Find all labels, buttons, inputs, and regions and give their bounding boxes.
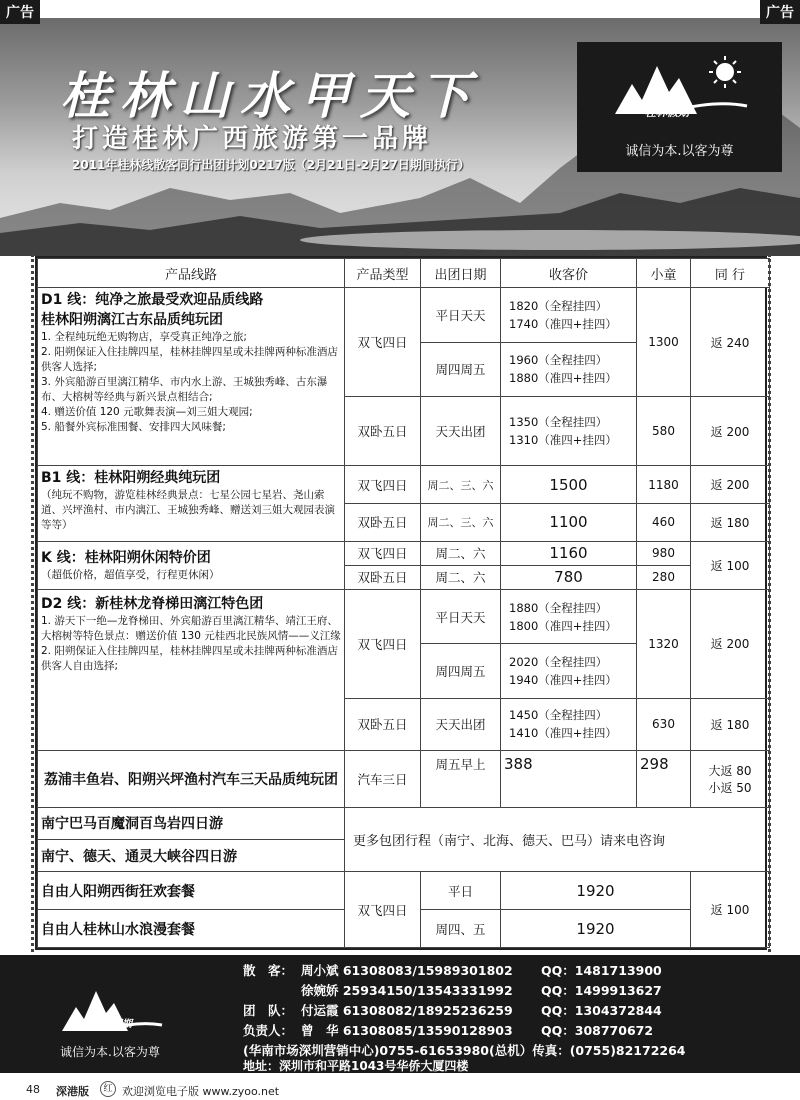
d1-title: D1 线：纯净之旅最受欢迎品质线路 bbox=[41, 292, 264, 309]
contact-row bbox=[243, 1021, 653, 1041]
d2-child-fly: 1320 bbox=[637, 589, 691, 698]
free2-price: 1920 bbox=[501, 910, 691, 948]
d1-type-sleeper: 双卧五日 bbox=[345, 397, 421, 466]
d1-peer-sleeper: 返 200 bbox=[691, 397, 770, 466]
contact-phone[interactable]: 付运霞 61308082/18925236259 bbox=[301, 1003, 513, 1018]
price-line: 1820（全程挂四） bbox=[509, 299, 608, 314]
contact-phone[interactable]: 曾 华 61308085/13590128903 bbox=[301, 1023, 513, 1038]
header-child: 小童 bbox=[637, 259, 691, 288]
contact-row bbox=[243, 1001, 662, 1021]
bus-child: 298 bbox=[637, 751, 691, 808]
d1-child-sleeper: 580 bbox=[637, 397, 691, 466]
header-departure: 出团日期 bbox=[421, 259, 501, 288]
footer-contact-panel bbox=[0, 955, 800, 1073]
d2-price-daily bbox=[501, 589, 637, 643]
contact-qq[interactable]: QQ：1304372844 bbox=[541, 1003, 662, 1018]
header-route: 产品线路 bbox=[38, 259, 345, 288]
price-line: 1940（准四+挂四） bbox=[509, 672, 617, 687]
free1-price: 1920 bbox=[501, 872, 691, 910]
header-type: 产品类型 bbox=[345, 259, 421, 288]
d2-title: D2 线：新桂林龙脊梯田漓江特色团 bbox=[41, 595, 264, 612]
d1-route-cell bbox=[38, 288, 345, 466]
header-price: 收客价 bbox=[501, 259, 637, 288]
b1-dept-sleeper: 周二、三、六 bbox=[421, 503, 501, 541]
logo-brand-name: 桂林假期 bbox=[645, 106, 689, 119]
contact-role: 团 队： bbox=[243, 1003, 294, 1018]
d2-type-sleeper: 双卧五日 bbox=[345, 698, 421, 750]
d1-price-daily bbox=[501, 288, 637, 342]
contact-role: 散 客： bbox=[243, 963, 294, 978]
ebook-link[interactable]: 欢迎浏览电子版 www.zyoo.net bbox=[122, 1085, 280, 1098]
k-route-cell bbox=[38, 541, 345, 589]
d2-price-sleeper bbox=[501, 698, 637, 750]
bus-route-title: 荔浦丰鱼岩、阳朔兴坪渔村汽车三天品质纯玩团 bbox=[38, 751, 345, 808]
table-row bbox=[38, 751, 770, 808]
table-row bbox=[38, 288, 770, 342]
table-header-row bbox=[38, 259, 770, 288]
address-line: 地址：深圳市和平路1043号华侨大厦四楼 bbox=[243, 1059, 469, 1073]
k-child-sleeper: 280 bbox=[637, 565, 691, 589]
k-type-fly: 双飞四日 bbox=[345, 541, 421, 565]
price-line: 1880（全程挂四） bbox=[509, 600, 608, 615]
ad-label-left: 广告 bbox=[0, 0, 40, 24]
price-table bbox=[37, 258, 770, 948]
d1-dept-sleeper: 天天出团 bbox=[421, 397, 501, 466]
price-line: 1960（全程挂四） bbox=[509, 353, 608, 368]
b1-title: B1 线：桂林阳朔经典纯玩团 bbox=[41, 470, 221, 487]
contact-qq[interactable]: QQ：1499913627 bbox=[541, 983, 662, 998]
b1-child-fly: 1180 bbox=[637, 466, 691, 504]
d1-child-fly: 1300 bbox=[637, 288, 691, 397]
price-line: 2020（全程挂四） bbox=[509, 654, 608, 669]
banner bbox=[0, 18, 800, 256]
price-line: 1800（准四+挂四） bbox=[509, 618, 617, 633]
k-dept-sleeper: 周二、六 bbox=[421, 565, 501, 589]
d2-desc-2: 2. 阳朔保证入住挂牌四星，桂林挂牌四星或未挂牌两种标准酒店供客人自由选择; bbox=[41, 644, 338, 672]
b1-price-sleeper: 1100 bbox=[501, 503, 637, 541]
footer-logo-name: 桂林假期 bbox=[92, 1019, 132, 1030]
b1-desc: （纯玩不购物，游览桂林经典景点：七星公园七星岩、尧山索道、兴坪渔村、市内漓江、王城独秀峰、赠送刘三姐大观园表演等等） bbox=[41, 489, 335, 532]
bus-peer bbox=[691, 751, 770, 808]
b1-peer-fly: 返 200 bbox=[691, 466, 770, 504]
peer-line: 大返 80 bbox=[708, 763, 752, 778]
b1-peer-sleeper: 返 180 bbox=[691, 503, 770, 541]
calligraphy-title: 桂林山水甲天下 bbox=[60, 66, 480, 125]
d2-desc-1: 1. 游天下一绝—龙脊梯田、外宾船游百里漓江精华、靖江王府、大榕树等特色景点：赠送价值 130 元桂西北民族风情——义江缘 bbox=[41, 614, 341, 642]
bus-dept: 周五早上 bbox=[421, 751, 501, 808]
contact-qq[interactable]: QQ：308770672 bbox=[541, 1023, 654, 1038]
d2-dept-thufri: 周四周五 bbox=[421, 644, 501, 698]
d2-child-sleeper: 630 bbox=[637, 698, 691, 750]
k-price-fly: 1160 bbox=[501, 541, 637, 565]
k-type-sleeper: 双卧五日 bbox=[345, 565, 421, 589]
banner-subtitle: 打造桂林广西旅游第一品牌 bbox=[72, 124, 433, 154]
d1-peer-fly: 返 240 bbox=[691, 288, 770, 397]
contact-role: 负责人： bbox=[243, 1023, 294, 1038]
price-line: 1740（准四+挂四） bbox=[509, 317, 617, 332]
more-inquiry-note: 更多包团行程（南宁、北海、德天、巴马）请来电咨询 bbox=[345, 807, 770, 872]
contact-phone[interactable]: 徐婉娇 25934150/13543331992 bbox=[301, 983, 513, 998]
free1-title: 自由人阳朔西街狂欢套餐 bbox=[38, 872, 345, 910]
d1-desc-1: 1. 全程纯玩绝无购物店，享受真正纯净之旅; bbox=[41, 331, 247, 344]
bus-price: 388 bbox=[501, 751, 637, 808]
d2-peer-fly: 返 200 bbox=[691, 589, 770, 698]
contact-phone[interactable]: 周小斌 61308083/15989301802 bbox=[301, 963, 513, 978]
free-type: 双飞四日 bbox=[345, 872, 421, 948]
table-row bbox=[38, 872, 770, 910]
header-peer: 同 行 bbox=[691, 259, 770, 288]
edition-label: 深港版 bbox=[56, 1085, 89, 1098]
d2-route-cell bbox=[38, 589, 345, 750]
bus-type: 汽车三日 bbox=[345, 751, 421, 808]
d2-peer-sleeper: 返 180 bbox=[691, 698, 770, 750]
b1-child-sleeper: 460 bbox=[637, 503, 691, 541]
price-line: 1410（准四+挂四） bbox=[509, 726, 617, 741]
k-desc: （超低价格，超值享受，行程更休闲） bbox=[41, 568, 220, 581]
free2-title: 自由人桂林山水浪漫套餐 bbox=[38, 910, 345, 948]
k-price-sleeper: 780 bbox=[501, 565, 637, 589]
d1-price-sleeper bbox=[501, 397, 637, 466]
table-row bbox=[38, 466, 770, 504]
footer-slogan: 诚信为本.以客为尊 bbox=[60, 1045, 160, 1059]
peer-line: 小返 50 bbox=[708, 780, 752, 795]
d1-desc-2: 2. 阳朔保证入住挂牌四星，桂林挂牌四星或未挂牌两种标准酒店供客人选择; bbox=[41, 346, 338, 374]
contact-qq[interactable]: QQ：1481713900 bbox=[541, 963, 662, 978]
b1-type-fly: 双飞四日 bbox=[345, 466, 421, 504]
page-footer bbox=[0, 1078, 800, 1100]
price-line: 1880（准四+挂四） bbox=[509, 371, 617, 386]
price-line: 1310（准四+挂四） bbox=[509, 433, 617, 448]
d2-dept-daily: 平日天天 bbox=[421, 589, 501, 643]
nanning-route-2: 南宁、德天、通灵大峡谷四日游 bbox=[38, 840, 345, 872]
b1-type-sleeper: 双卧五日 bbox=[345, 503, 421, 541]
k-dept-fly: 周二、六 bbox=[421, 541, 501, 565]
d1-price-thufri bbox=[501, 342, 637, 396]
d1-desc-4: 4. 赠送价值 120 元歌舞表演—刘三姐大观园; bbox=[41, 406, 253, 419]
price-table-container bbox=[35, 256, 767, 950]
d1-desc-3: 3. 外宾船游百里漓江精华、市内水上游、王城独秀峰、古东瀑布、大榕树等经典与新兴景点相结合; bbox=[41, 376, 328, 404]
b1-dept-fly: 周二、三、六 bbox=[421, 466, 501, 504]
k-child-fly: 980 bbox=[637, 541, 691, 565]
d1-type-fly: 双飞四日 bbox=[345, 288, 421, 397]
free-peer: 返 100 bbox=[691, 872, 770, 948]
free1-dept: 平日 bbox=[421, 872, 501, 910]
plan-version-line: 2011年桂林线散客同行出团计划0217版（2月21日-2月27日期间执行） bbox=[72, 158, 470, 172]
d1-dept-daily: 平日天天 bbox=[421, 288, 501, 342]
k-peer: 返 100 bbox=[691, 541, 770, 589]
table-row bbox=[38, 807, 770, 839]
d2-type-fly: 双飞四日 bbox=[345, 589, 421, 698]
d2-dept-sleeper: 天天出团 bbox=[421, 698, 501, 750]
edition-badge-icon: 红 bbox=[100, 1081, 116, 1097]
price-line: 1450（全程挂四） bbox=[509, 708, 608, 723]
contact-row bbox=[243, 961, 662, 981]
brand-logo-box bbox=[577, 42, 782, 172]
d1-dept-thufri: 周四周五 bbox=[421, 342, 501, 396]
d2-price-thufri bbox=[501, 644, 637, 698]
b1-route-cell bbox=[38, 466, 345, 541]
d1-desc-5: 5. 船餐外宾标准围餐、安排四大风味餐; bbox=[41, 421, 226, 434]
table-row bbox=[38, 589, 770, 643]
sales-center-line: (华南市场深圳营销中心)0755-61653980(总机）传真：(0755)82172264 bbox=[243, 1043, 686, 1058]
ad-label-right: 广告 bbox=[760, 0, 800, 24]
nanning-route-1: 南宁巴马百魔洞百鸟岩四日游 bbox=[38, 807, 345, 839]
price-line: 1350（全程挂四） bbox=[509, 415, 608, 430]
d1-subtitle: 桂林阳朔漓江古东品质纯玩团 bbox=[41, 312, 223, 329]
contact-row bbox=[243, 981, 662, 1001]
page-number: 48 bbox=[26, 1083, 40, 1096]
free2-dept: 周四、五 bbox=[421, 910, 501, 948]
k-title: K 线：桂林阳朔休闲特价团 bbox=[41, 549, 211, 566]
b1-price-fly: 1500 bbox=[501, 466, 637, 504]
table-row bbox=[38, 541, 770, 565]
logo-slogan: 诚信为本.以客为尊 bbox=[625, 144, 734, 159]
